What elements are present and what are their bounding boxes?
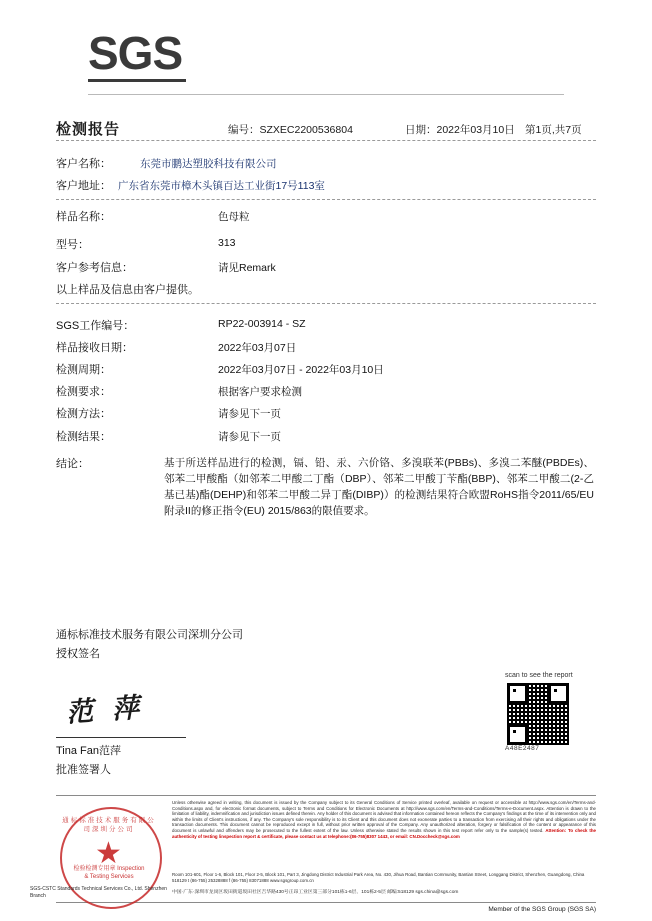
header-divider [88,94,564,95]
qr-eye-icon [507,683,528,704]
test-method-value: 请参见下一页 [218,408,281,420]
header-rule [56,140,596,141]
report-date-label: 日期： [405,124,437,136]
footer-address-web: www.sgsgroup.com.cn [269,878,314,883]
issuing-company: 通标标准技术服务有限公司深圳分公司 [56,629,243,641]
report-number-label: 编号： [228,124,260,136]
footer-address-mail: sgs.china@sgs.com [415,890,459,895]
page-indicator: 第1页,共7页 [525,124,582,136]
footer-address-cn-text: 中国·广东·深圳市龙岗区坂田街道坂田社区吉华路430号正昂工业区第三部分101栋1-6层、101栋2-5层 邮编:518129 [172,890,415,895]
customer-address-label: 客户地址： [56,180,111,192]
footer-address-cn [172,890,596,896]
test-method-label: 检测方法： [56,408,111,420]
stamp-center-text: 检验检测专用章 Inspection & Testing Services [73,866,145,880]
receive-date-label: 样品接收日期： [56,342,133,354]
sgs-logo [88,28,186,82]
report-number-value: SZXEC2200536804 [259,124,353,136]
sample-name-label: 样品名称： [56,211,111,223]
test-request-label: 检测要求： [56,386,111,398]
customer-ref-label: 客户参考信息： [56,262,133,274]
qr-eye-icon [548,683,569,704]
footer-divider [56,795,596,796]
sgs-logo-underline [88,79,186,82]
customer-name-label: 客户名称： [56,158,111,170]
stamp-arc-text: 通标标准技术服务有限公司深圳分公司 [62,817,156,833]
footer-terms [172,800,596,839]
report-number [228,122,353,137]
qr-eye-icon [507,724,528,745]
conclusion-text: 基于所送样品进行的检测，镉、铅、汞、六价铬、多溴联苯(PBBs)、多溴二苯醚(PBDEs)、邻苯二甲酸酯（如邻苯二甲酸二丁酯（DBP）、邻苯二甲酸丁苄酯(BBP)、邻苯二甲酸二(2-乙基已基)酯(DEHP)和邻苯二甲酸二异丁酯(DIBP)）的检测结果符合欧盟RoHS指令2011/65/EU附录II的修正指令(EU) 2015/863的限值要求。 [164,457,594,517]
signer-name: Tina Fan范萍 [56,745,122,757]
footer-member: Member of the SGS Group (SGS SA) [488,906,596,913]
job-number-label: SGS工作编号： [56,320,135,332]
sample-name-value: 色母粒 [218,211,250,223]
handwritten-signature: 范 萍 [65,692,146,728]
test-request-value: 根据客户要求检测 [218,386,302,398]
test-result-value: 请参见下一页 [218,431,281,443]
customer-address-value: 广东省东莞市樟木头镇百达工业街17号113室 [118,180,325,192]
signer-role: 批准签署人 [56,764,111,776]
test-period-value: 2022年03月07日 - 2022年03月10日 [218,364,384,376]
job-number-value: RP22-003914 - SZ [218,318,306,330]
page-title: 检测报告 [56,121,121,138]
test-period-label: 检测周期： [56,364,111,376]
customer-ref-value: 请见Remark [218,262,276,274]
footer-address-en-text: Room 101-601, Floor 1-6, Block 101, Floor 2-5, Block 101, Part 3, Jingdong District Industrial Park Area, No. 430, Jihua Road, Bantian Community, Bantian Street, Longgang District, Shenzhen, Guangdong, China 518129 [172,872,585,883]
customer-name-value: 东莞市鹏达塑胶科技有限公司 [140,158,277,170]
star-icon: ★ [95,837,122,870]
footer-address-tel: t (86-755) 25328888 f (86-755) 83071888 [187,878,269,883]
model-value: 313 [218,237,236,249]
model-label: 型号： [56,239,89,251]
provided-note: 以上样品及信息由客户提供。 [56,284,199,296]
conclusion-label: 结论： [56,458,89,470]
qr-code-text: A48E2487 [505,745,540,752]
customer-rule [56,199,596,200]
sgs-logo-text: SGS [88,27,183,79]
report-date-value: 2022年03月10日 [436,124,515,136]
footer-address-en [172,872,596,884]
receive-date-value: 2022年03月07日 [218,342,297,354]
test-result-label: 检测结果： [56,431,111,443]
lab-label [30,886,170,900]
footer-terms-text: Unless otherwise agreed in writing, this document is issued by the Company subject to its General Conditions of Service printed overleaf, available on request or accessible at http://www.sgs.com/en/Terms-and-Conditions.aspx and, for electronic format documents, subject to Terms and Conditions for Electronic Documents at http://www.sgs.com/en/Terms-and-Conditions/Terms-e-Document.aspx. Attention is drawn to the limitation of liability, indemnification and jurisdiction issues defined therein. Any holder of this document is advised that information contained hereon reflects the Company's findings at the time of its intervention only and within the limits of Client's instructions, if any. The Company's sole responsibility is to its Client and this document does not exonerate parties to a transaction from exercising all their rights and obligations under the transaction documents. This document cannot be reproduced except in full, without prior written approval of the Company. Any unauthorized alteration, forgery or falsification of the content or appearance of this document is unlawful and offenders may be prosecuted to the fullest extent of the law. Unless otherwise stated the results shown in this test report refer only to the sample(s) tested. [172,800,596,833]
report-date [405,122,515,137]
signature-underline [56,737,186,738]
qr-code[interactable] [505,681,571,747]
footer-attention-text: Attention: To check the authenticity of testing /inspection report & certificate, please contact us at telephone:(86-755)8307 1443, or email: CN.Doccheck@sgs.com [172,827,596,839]
authorized-signature-label: 授权签名 [56,648,100,660]
qr-caption: scan to see the report [505,672,573,679]
lab-label-en: SGS-CSTC Standards Technical Services Co., Ltd. Shenzhen Branch [30,886,167,899]
sample-rule [56,303,596,304]
